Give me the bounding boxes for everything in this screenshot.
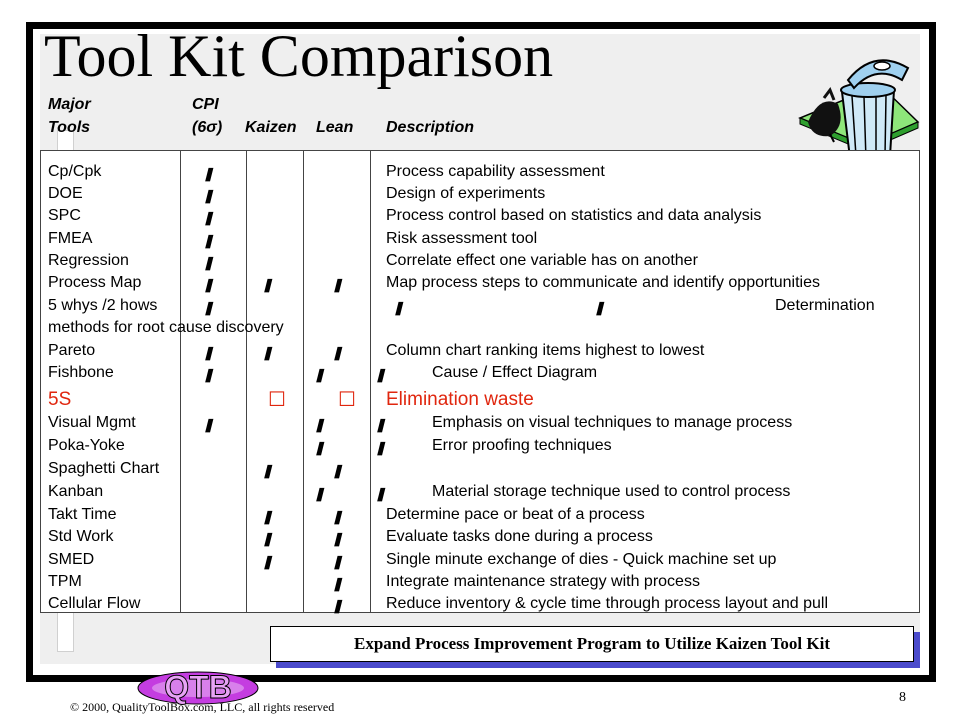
tool-name: SPC [48, 207, 81, 224]
check-mark-icon: ❚ [332, 463, 343, 478]
column-divider [303, 150, 304, 613]
check-mark-icon: ❚ [314, 440, 325, 455]
check-mark-icon: ❚ [332, 554, 343, 569]
tool-name: Regression [48, 252, 129, 269]
tool-name: Pareto [48, 342, 96, 359]
tool-name: Spaghetti Chart [48, 460, 160, 477]
tool-name: Takt Time [48, 506, 117, 523]
tool-description: Reduce inventory & cycle time through process layout and pull [386, 595, 829, 612]
tool-name-highlight: 5S [48, 389, 72, 410]
header-lean: Lean [316, 119, 354, 136]
tool-description: Integrate maintenance strategy with process [386, 573, 700, 590]
check-mark-icon: ❚ [203, 300, 214, 315]
tool-name: SMED [48, 551, 95, 568]
column-divider [180, 150, 181, 613]
check-mark-icon: ❚ [332, 531, 343, 546]
slide-title: Tool Kit Comparison [44, 23, 554, 89]
tool-name: Cp/Cpk [48, 163, 102, 180]
check-mark-icon: ❚ [393, 300, 404, 315]
tool-name: Process Map [48, 274, 142, 291]
check-mark-icon: ❚ [203, 166, 214, 181]
tool-description: Material storage technique used to control process [432, 483, 791, 500]
check-mark-icon: ❚ [262, 463, 273, 478]
check-mark-icon: ❚ [332, 345, 343, 360]
tool-name: 5 whys /2 hows [48, 297, 158, 314]
check-mark-icon: ❚ [332, 598, 343, 613]
check-mark-icon: ❚ [203, 188, 214, 203]
check-mark-icon: ❚ [262, 531, 273, 546]
check-mark-icon: ❚ [332, 277, 343, 292]
check-mark-icon: ❚ [314, 367, 325, 382]
tool-description: Emphasis on visual techniques to manage process [432, 414, 793, 431]
check-mark-icon: ❚ [203, 367, 214, 382]
tool-description: Determine pace or beat of a process [386, 506, 645, 523]
tool-description: Design of experiments [386, 185, 546, 202]
logo-text: QTB [164, 669, 232, 705]
tool-description: Single minute exchange of dies - Quick machine set up [386, 551, 777, 568]
check-mark-icon: ❚ [594, 300, 605, 315]
tool-description: Map process steps to communicate and identify opportunities [386, 274, 821, 291]
check-mark-icon: ❚ [375, 440, 386, 455]
tool-name: Std Work [48, 528, 114, 545]
tool-name: DOE [48, 185, 83, 202]
tool-description: Evaluate tasks done during a process [386, 528, 653, 545]
check-mark-icon: ❚ [203, 210, 214, 225]
tool-name: methods for root cause discovery [48, 319, 284, 336]
tool-description: Correlate effect one variable has on another [386, 252, 698, 269]
check-mark-icon: ❚ [262, 509, 273, 524]
header-sigma: (6σ) [192, 119, 223, 136]
check-mark-icon: ❚ [262, 277, 273, 292]
check-mark-icon: ❚ [332, 509, 343, 524]
tool-description-highlight: Elimination waste [386, 389, 534, 410]
header-description: Description [386, 119, 475, 136]
tool-description: Determination [775, 297, 875, 314]
header-tools: Tools [48, 119, 91, 136]
tool-name: FMEA [48, 230, 93, 247]
tool-name: Cellular Flow [48, 595, 141, 612]
check-mark-icon: ❚ [203, 417, 214, 432]
check-mark-icon: ❚ [203, 345, 214, 360]
column-divider [246, 150, 247, 613]
header-kaizen: Kaizen [245, 119, 297, 136]
check-mark-icon: ❚ [262, 345, 273, 360]
column-divider [370, 150, 371, 613]
check-mark-icon: ❚ [332, 576, 343, 591]
callout-banner: Expand Process Improvement Program to Utilize Kaizen Tool Kit [270, 626, 914, 662]
tool-description: Cause / Effect Diagram [432, 364, 598, 381]
tool-description: Error proofing techniques [432, 437, 612, 454]
tool-name: TPM [48, 573, 82, 590]
check-mark-icon: ❚ [314, 486, 325, 501]
check-mark-icon: ❚ [375, 486, 386, 501]
tool-description: Process capability assessment [386, 163, 605, 180]
page-number: 8 [899, 690, 906, 705]
tool-name: Fishbone [48, 364, 114, 381]
check-mark-icon: ❚ [375, 367, 386, 382]
check-mark-icon: ❚ [375, 417, 386, 432]
check-mark-icon: ❚ [262, 554, 273, 569]
check-mark-icon: ❚ [203, 255, 214, 270]
header-major: Major [48, 96, 91, 113]
highlight-check-icon: ☐ [268, 389, 286, 411]
tool-name: Visual Mgmt [48, 414, 136, 431]
check-mark-icon: ❚ [203, 233, 214, 248]
check-mark-icon: ❚ [314, 417, 325, 432]
highlight-check-icon: ☐ [338, 389, 356, 411]
tool-name: Kanban [48, 483, 104, 500]
check-mark-icon: ❚ [203, 277, 214, 292]
tool-description: Process control based on statistics and data analysis [386, 207, 762, 224]
tool-description: Risk assessment tool [386, 230, 538, 247]
copyright-text: © 2000, QualityToolBox.com, LLC, all rights reserved [70, 700, 335, 714]
header-cpi: CPI [192, 96, 219, 113]
tool-description: Column chart ranking items highest to lowest [386, 342, 705, 359]
tool-name: Poka-Yoke [48, 437, 125, 454]
